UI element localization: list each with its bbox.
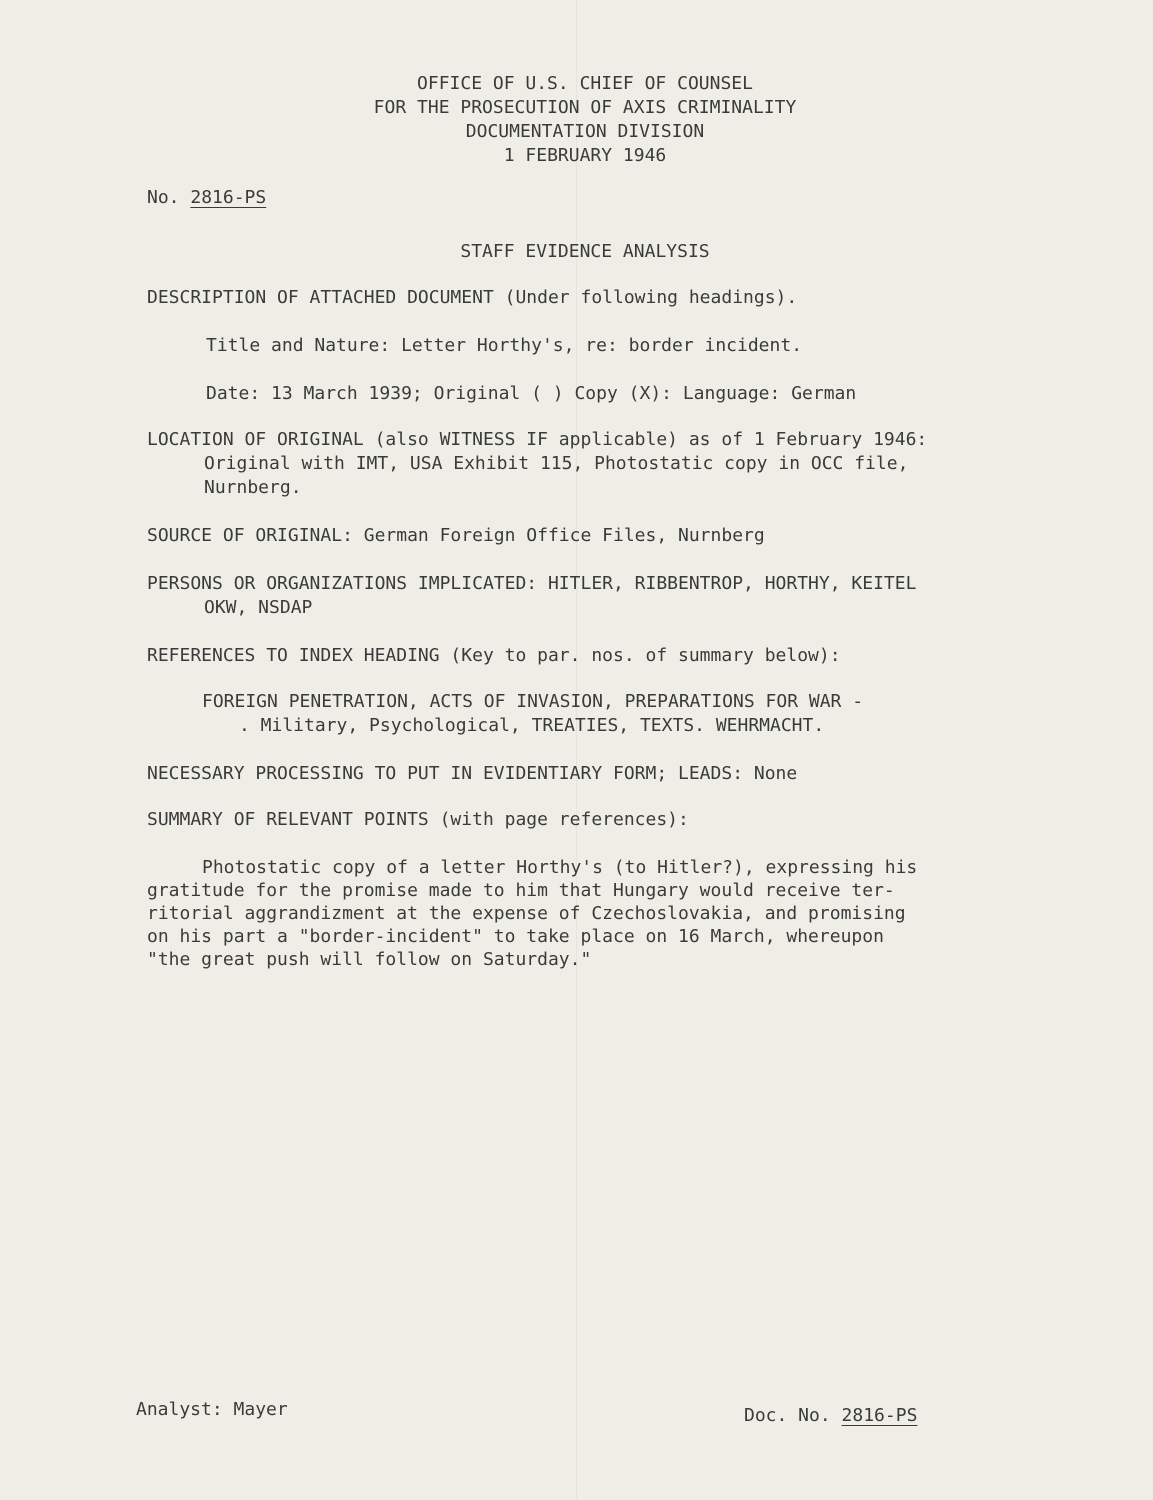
analyst: Analyst: Mayer xyxy=(136,1399,288,1420)
summary-heading: SUMMARY OF RELEVANT POINTS (with page references): xyxy=(147,809,689,830)
location-detail: Original with IMT, USA Exhibit 115, Photostatic copy in OCC file, xyxy=(204,453,909,474)
footer-doc-label: Doc. No. xyxy=(744,1405,831,1426)
description-heading: DESCRIPTION OF ATTACHED DOCUMENT (Under following headings). xyxy=(147,287,798,308)
references-line-2: . Military, Psychological, TREATIES, TEXTS. WEHRMACHT. xyxy=(239,715,825,736)
analysis-title: STAFF EVIDENCE ANALYSIS xyxy=(460,241,710,262)
paper-fold-line xyxy=(576,0,577,1500)
necessary-processing: NECESSARY PROCESSING TO PUT IN EVIDENTIARY FORM; LEADS: None xyxy=(147,763,798,784)
location-city: Nurnberg. xyxy=(204,477,302,498)
source-of-original: SOURCE OF ORIGINAL: German Foreign Office Files, Nurnberg xyxy=(147,525,765,546)
references-section xyxy=(202,690,863,738)
header-prosecution: FOR THE PROSECUTION OF AXIS CRIMINALITY xyxy=(373,97,797,118)
summary-line-5: "the great push will follow on Saturday." xyxy=(147,949,592,970)
header-date: 1 FEBRUARY 1946 xyxy=(503,145,667,166)
summary-line-4: on his part a "border-incident" to take place on 16 March, whereupon xyxy=(147,926,884,947)
doc-number-value: 2816-PS xyxy=(190,187,267,208)
date-line: Date: 13 March 1939; Original ( ) Copy (X): Language: German xyxy=(206,383,857,404)
footer-doc-number xyxy=(744,1404,917,1428)
persons-section xyxy=(147,572,916,620)
title-nature: Title and Nature: Letter Horthy's, re: border incident. xyxy=(206,335,803,356)
doc-number-label: No. xyxy=(147,187,180,208)
footer-doc-value: 2816-PS xyxy=(841,1405,918,1426)
persons-continued: OKW, NSDAP xyxy=(204,597,313,618)
references-line-1: FOREIGN PENETRATION, ACTS OF INVASION, PREPARATIONS FOR WAR - xyxy=(202,691,864,712)
location-heading: LOCATION OF ORIGINAL (also WITNESS IF applicable) as of 1 February 1946: xyxy=(147,429,928,450)
header-division: DOCUMENTATION DIVISION xyxy=(465,121,705,142)
location-section xyxy=(147,428,927,500)
header-office: OFFICE OF U.S. CHIEF OF COUNSEL xyxy=(417,73,753,94)
summary-line-1: Photostatic copy of a letter Horthy's (to Hitler?), expressing his xyxy=(202,857,918,878)
summary-line-3: ritorial aggrandizment at the expense of Czechoslovakia, and promising xyxy=(147,903,906,924)
summary-line-2: gratitude for the promise made to him that Hungary would receive ter- xyxy=(147,880,895,901)
summary-body xyxy=(147,856,917,971)
doc-number xyxy=(147,186,266,210)
references-heading: REFERENCES TO INDEX HEADING (Key to par. nos. of summary below): xyxy=(147,645,841,666)
persons-implicated: PERSONS OR ORGANIZATIONS IMPLICATED: HITLER, RIBBENTROP, HORTHY, KEITEL xyxy=(147,573,917,594)
